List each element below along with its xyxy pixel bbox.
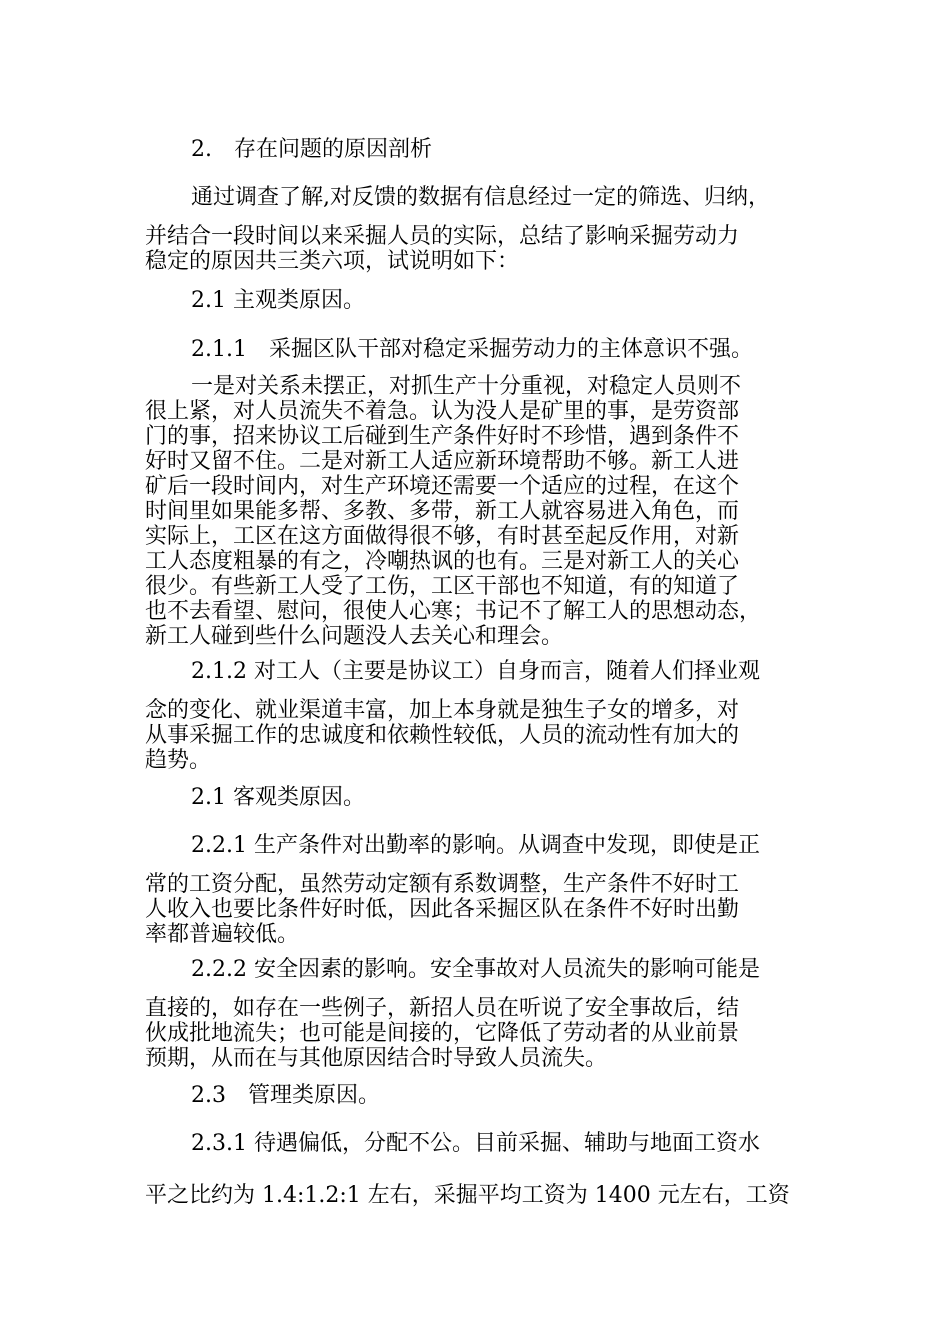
paragraph-line: 矿后一段时间内，对生产环境还需要一个适应的过程，在这个: [145, 474, 740, 499]
paragraph-line: 很上紧，对人员流失不着急。认为没人是矿里的事，是劳资部: [145, 399, 740, 424]
paragraph-line: 率都普遍较低。: [145, 922, 300, 947]
paragraph-line: 并结合一段时间以来采掘人员的实际，总结了影响采掘劳动力: [145, 224, 740, 249]
section-heading: 2. 存在问题的原因剖析: [191, 137, 432, 162]
paragraph-line: 一是对关系未摆正，对抓生产十分重视，对稳定人员则不: [191, 374, 742, 399]
subsection-heading: 2.1.1 采掘区队干部对稳定采掘劳动力的主体意识不强。: [191, 337, 753, 362]
paragraph-line: 时间里如果能多帮、多教、多带，新工人就容易进入角色，而: [145, 499, 740, 524]
paragraph-line: 很少。有些新工人受了工伤，工区干部也不知道，有的知道了: [145, 574, 740, 599]
paragraph-line: 好时又留不住。二是对新工人适应新环境帮助不够。新工人进: [145, 449, 740, 474]
paragraph-line: 预期，从而在与其他原因结合时导致人员流失。: [145, 1046, 608, 1071]
paragraph-line: 从事采掘工作的忠诚度和依赖性较低，人员的流动性有加大的: [145, 723, 740, 748]
subsection-heading: 2.1 客观类原因。: [191, 785, 365, 810]
paragraph-line: 稳定的原因共三类六项，试说明如下：: [145, 249, 520, 274]
paragraph-line: 常的工资分配，虽然劳动定额有系数调整，生产条件不好时工: [145, 872, 740, 897]
paragraph-line: 2.1.2 对工人（主要是协议工）自身而言，随着人们择业观: [191, 659, 760, 684]
paragraph-line: 门的事，招来协议工后碰到生产条件好时不珍惜，遇到条件不: [145, 424, 740, 449]
paragraph-line: 念的变化、就业渠道丰富，加上本身就是独生子女的增多，对: [145, 698, 740, 723]
subsection-heading: 2.3 管理类原因。: [191, 1083, 380, 1108]
paragraph-line: 通过调查了解,对反馈的数据有信息经过一定的筛选、归纳，: [191, 185, 770, 210]
paragraph-line: 直接的，如存在一些例子，新招人员在听说了安全事故后，结: [145, 996, 740, 1021]
paragraph-line: 2.2.1 生产条件对出勤率的影响。从调查中发现，即使是正: [191, 833, 760, 858]
paragraph-line: 伙成批地流失；也可能是间接的，它降低了劳动者的从业前景: [145, 1021, 740, 1046]
paragraph-line: 新工人碰到些什么问题没人去关心和理会。: [145, 624, 564, 649]
paragraph-line: 实际上，工区在这方面做得很不够，有时甚至起反作用，对新: [145, 524, 740, 549]
paragraph-line: 趋势。: [145, 748, 212, 773]
paragraph-line: 人收入也要比条件好时低，因此各采掘区队在条件不好时出勤: [145, 897, 740, 922]
paragraph-line: 工人态度粗暴的有之，冷嘲热讽的也有。三是对新工人的关心: [145, 549, 740, 574]
paragraph-line: 平之比约为 1.4:1.2:1 左右，采掘平均工资为 1400 元左右，工资: [145, 1183, 790, 1208]
subsection-heading: 2.1 主观类原因。: [191, 288, 365, 313]
paragraph-line: 2.2.2 安全因素的影响。安全事故对人员流失的影响可能是: [191, 957, 760, 982]
paragraph-line: 2.3.1 待遇偏低，分配不公。目前采掘、辅助与地面工资水: [191, 1131, 760, 1156]
paragraph-line: 也不去看望、慰问，很使人心寒；书记不了解工人的思想动态，: [145, 599, 762, 624]
